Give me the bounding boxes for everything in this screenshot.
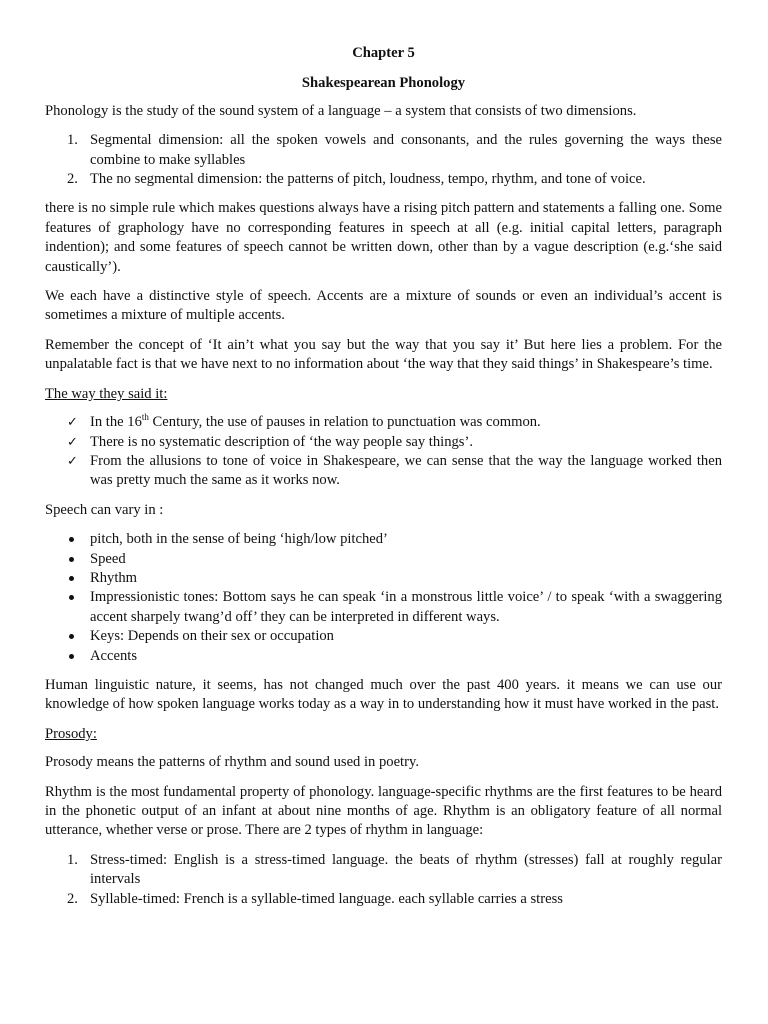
human-paragraph: Human linguistic nature, it seems, has not changed much over the past 400 years. it means we can use our knowledge of how spoken language works today as a way in to understanding how it must have worked in the past. — [45, 676, 722, 713]
bullet-dot-icon — [69, 595, 74, 600]
list-item-text: pitch, both in the sense of being ‘high/low pitched’ — [90, 531, 388, 548]
bullet-dot-icon — [69, 654, 74, 659]
prosody-paragraph: Prosody means the patterns of rhythm and sound used in poetry. — [45, 754, 419, 771]
list-item-text: Speed — [90, 550, 126, 567]
bullet-dot-icon — [69, 576, 74, 581]
rhythm-types-list — [45, 851, 722, 909]
bullet-dot-icon — [69, 557, 74, 562]
list-item-text: Segmental dimension: all the spoken vowels and consonants, and the rules governing the ways these combine to make syllables — [90, 132, 722, 168]
list-item-text: Accents — [90, 647, 138, 664]
list-item-text: Keys: Depends on their sex or occupation — [90, 628, 334, 645]
list-item-text: The no segmental dimension: the patterns of pitch, loudness, tempo, rhythm, and tone of voice. — [90, 171, 646, 188]
chapter-label: Chapter 5 — [352, 45, 415, 61]
list-number: 1. — [67, 132, 78, 149]
speech-list — [45, 530, 722, 666]
page-title: Shakespearean Phonology — [301, 75, 466, 92]
list-item — [45, 627, 722, 646]
list-item — [45, 530, 722, 549]
list-item — [45, 170, 722, 189]
speech-intro: Speech can vary in : — [45, 501, 164, 518]
list-item-text: There is no systematic description of ‘the way people say things’. — [90, 433, 473, 450]
intro-paragraph: Phonology is the study of the sound system of a language – a system that consists of two dimensions. — [45, 102, 637, 119]
list-number: 1. — [67, 851, 78, 868]
list-item-text: Syllable-timed: French is a syllable-timed language. each syllable carries a stress — [90, 890, 563, 907]
remember-paragraph: Remember the concept of ‘It ain’t what you say but the way that you say it’ But here lies a problem. For the unpalatable fact is that we have next to no information about ‘the way that they said things’ in Shakespeare’s time. — [45, 336, 722, 373]
list-item — [45, 550, 722, 569]
list-number: 2. — [67, 890, 78, 907]
bullet-dot-icon — [69, 537, 74, 542]
list-item-text: In the 16th Century, the use of pauses in relation to punctuation was common. — [90, 412, 541, 431]
dimensions-list — [45, 131, 722, 189]
section-heading-prosody: Prosody: — [45, 725, 97, 742]
rule-paragraph: there is no simple rule which makes questions always have a rising pitch pattern and statements a falling one. Some features of graphology have no corresponding features in speech at all (e.g. initial capital letters, paragraph indention); and some features of speech cannot be written down, other than by a vague description (e.g.‘she said caustically’). — [45, 200, 722, 275]
list-item — [45, 569, 722, 588]
check-mark-icon: ✓ — [67, 434, 78, 450]
list-item-text: Impressionistic tones: Bottom says he can speak ‘in a monstrous little voice’ / to speak ‘with a swaggering accent sharpely twang’d off’ they can be interpreted in different ways. — [90, 589, 722, 625]
list-item — [45, 433, 722, 452]
check-mark-icon: ✓ — [67, 415, 78, 431]
list-item — [45, 588, 722, 627]
ordinal-superscript: th — [141, 412, 149, 423]
accents-paragraph: We each have a distinctive style of speech. Accents are a mixture of sounds or even an individual’s accent is sometimes a mixture of multiple accents. — [45, 288, 722, 324]
list-item — [45, 851, 722, 890]
check-mark-icon: ✓ — [67, 453, 78, 469]
list-number: 2. — [67, 171, 78, 188]
list-item — [45, 890, 722, 909]
section-heading-way: The way they said it: — [45, 385, 168, 402]
list-item — [45, 131, 722, 170]
bullet-dot-icon — [69, 634, 74, 639]
list-item-text: Rhythm — [90, 569, 138, 586]
list-item — [45, 413, 722, 432]
list-item-text: From the allusions to tone of voice in Shakespeare, we can sense that the way the language worked then was pretty much the same as it works now. — [90, 452, 722, 489]
list-item-text: Stress-timed: English is a stress-timed language. the beats of rhythm (stresses) fall at roughly regular intervals — [90, 851, 722, 888]
way-list — [45, 413, 722, 491]
rhythm-paragraph: Rhythm is the most fundamental property of phonology. language-specific rhythms are the first features to be heard in the phonetic output of an infant at about nine months of age. Rhythm is an obligatory feature of all normal utterance, whether verse or prose. There are 2 types of rhythm in language: — [45, 783, 722, 839]
list-item — [45, 647, 722, 666]
list-item — [45, 452, 722, 491]
